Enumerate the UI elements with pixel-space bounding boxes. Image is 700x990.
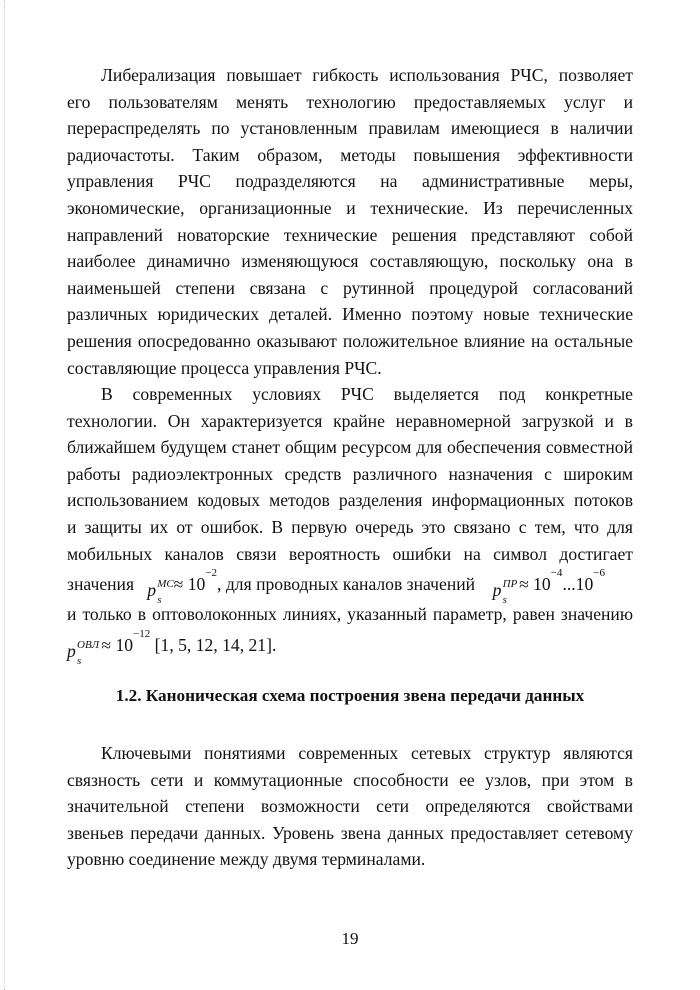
text-line: радиочастоты. Таким образом, методы повышения эффективности (67, 144, 633, 165)
text-line: значительной степени возможности сети определяются свойствами (67, 796, 633, 817)
text-line: различных юридических деталей. Именно поэтому новые технические (67, 304, 633, 325)
text-line: управления РЧС подразделяются на административные меры, (67, 171, 633, 192)
formula-value: 10 (187, 574, 206, 595)
page-number: 19 (341, 929, 359, 948)
formula-relation: ≈ (173, 574, 184, 595)
text-line: В современных условиях РЧС выделяется под конкретные (101, 384, 633, 404)
text-line: связность сети и коммутационные способности ее узлов, при этом в (67, 769, 633, 790)
text-line: составляющие процесса управления РЧС. (67, 357, 382, 378)
text-line: экономические, организационные и технические. Из перечисленных (67, 197, 633, 218)
formula-line (67, 567, 633, 607)
text-line: и защиты их от ошибок. В первую очередь это связано с тем, что для (67, 516, 633, 537)
formula-symbol-ovl: p ОВЛ s (67, 638, 100, 667)
text-line: уровню соединение между двумя терминалами. (67, 849, 426, 870)
formula-value: 10 (575, 574, 594, 595)
text-line: использованием кодовых методов разделения информационных потоков (67, 490, 633, 511)
text-line: решения опосредованно оказывают положительное влияние на остальные (67, 330, 633, 351)
formula-relation: ≈ (101, 634, 112, 655)
text-line: наименьшей степени связана с рутинной процедурой согласований (67, 277, 633, 298)
text-line: и только в оптоволоконных линиях, указанный параметр, равен значению (67, 604, 633, 625)
page-edge (4, 0, 5, 990)
section-heading: 1.2. Каноническая схема построения звена передачи данных (115, 686, 585, 705)
text-line: звеньев передачи данных. Уровень звена данных предоставляет сетевому (67, 822, 633, 843)
paragraph-3 (67, 740, 633, 873)
paragraph-1 (67, 62, 633, 381)
formula-middle-text: , для проводных каналов значений (217, 574, 476, 595)
text-line: технологии. Он характеризуется крайне неравномерной загрузкой и в (67, 410, 633, 431)
paragraph-2 (67, 381, 633, 667)
formula-prefix: значения (67, 574, 135, 595)
formula-relation: ≈ (519, 574, 529, 595)
text-line: работы радиоэлектронных средств различного назначения с широким (67, 463, 633, 484)
formula-value: 10 (533, 574, 551, 595)
formula-line (67, 627, 633, 667)
text-line: его пользователям менять технологию предоставляемых услуг и (67, 91, 633, 112)
formula-exponent: −2 (205, 567, 218, 580)
formula-dots: ... (562, 574, 576, 595)
formula-symbol-pr: p ПР s (492, 578, 518, 607)
text-line: направлений новаторские технические решения представляют собой (67, 224, 633, 245)
formula-exponent: −12 (133, 627, 151, 640)
formula-value: 10 (115, 634, 134, 655)
reference-list: [1, 5, 12, 14, 21]. (150, 634, 277, 655)
text-line: наиболее динамично изменяющуюся составляющую, поскольку она в (67, 251, 633, 272)
text-line: ближайшем будущем станет общим ресурсом для обеспечения совместной (67, 437, 633, 458)
formula-exponent: −4 (550, 567, 563, 580)
text-line: Либерализация повышает гибкость использования РЧС, позволяет (101, 65, 633, 85)
text-line: мобильных каналов связи вероятность ошибки на символ достигает (67, 543, 633, 564)
formula-symbol-mc: p МС s (147, 578, 174, 607)
formula-exponent: −6 (593, 567, 605, 580)
text-line: Ключевыми понятиями современных сетевых структур являются (101, 743, 633, 763)
text-line: перераспределять по установленным правилам имеющиеся в наличии (67, 118, 633, 139)
